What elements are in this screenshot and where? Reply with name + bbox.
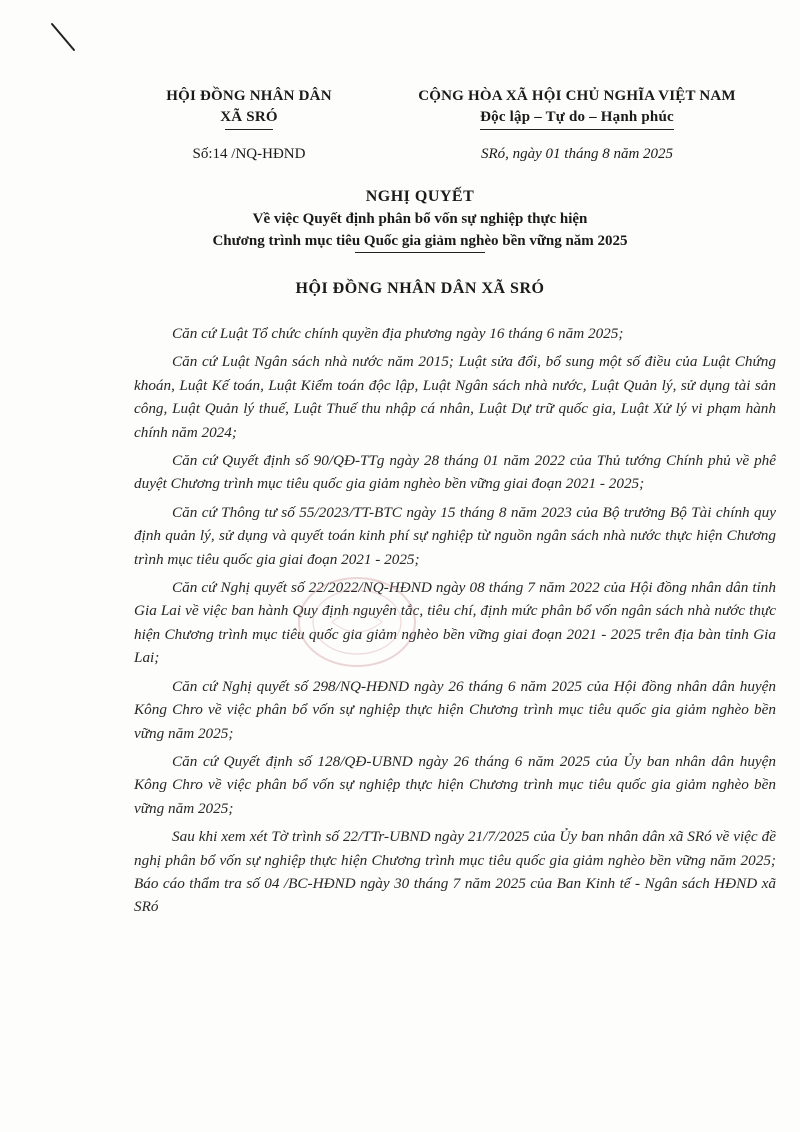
preamble-paragraph: Sau khi xem xét Tờ trình số 22/TTr-UBND ngày 21/7/2025 của Ủy ban nhân dân xã SRó về việc đề nghị phân bổ vốn sự nghiệp thực hiện Chương trình mục tiêu quốc gia giảm nghèo bền vững năm 2025; Báo cáo thẩm tra số 04 /BC-HĐND ngày 30 tháng 7 năm 2025 của Ban Kinh tế - Ngân sách HĐND xã SRó — [134, 828, 776, 916]
authority-line-2: XÃ SRÓ — [220, 109, 278, 125]
document-title — [100, 186, 740, 253]
preamble-paragraph: Căn cứ Thông tư số 55/2023/TT-BTC ngày 15 tháng 8 năm 2023 của Bộ trưởng Bộ Tài chính quy định quản lý, sử dụng và quyết toán kinh phí sự nghiệp từ nguồn ngân sách nhà nước thực hiện Chương trình mục tiêu quốc gia giai đoạn 2021 - 2025; — [134, 503, 776, 568]
preamble-paragraph: Căn cứ Luật Tổ chức chính quyền địa phương ngày 16 tháng 6 năm 2025; — [172, 325, 624, 342]
nation-name: CỘNG HÒA XÃ HỘI CHỦ NGHĨA VIỆT NAM — [418, 88, 736, 104]
pen-stroke-mark — [48, 20, 84, 56]
preamble-paragraph: Căn cứ Quyết định số 90/QĐ-TTg ngày 28 tháng 01 năm 2022 của Thủ tướng Chính phủ về phê duyệt Chương trình mục tiêu quốc gia giảm nghèo bền vững giai đoạn 2021 - 2025; — [134, 452, 776, 493]
preamble-paragraph: Căn cứ Nghị quyết số 298/NQ-HĐND ngày 26 tháng 6 năm 2025 của Hội đồng nhân dân huyện Kông Chro về việc phân bổ vốn sự nghiệp thực hiện Chương trình mục tiêu quốc gia giảm nghèo bền vững năm 2025; — [134, 677, 776, 742]
place-and-date: SRó, ngày 01 tháng 8 năm 2025 — [480, 146, 674, 162]
preamble-body — [134, 322, 776, 924]
preamble-paragraph: Căn cứ Quyết định số 128/QĐ-UBND ngày 26 tháng 6 năm 2025 của Ủy ban nhân dân huyện Kông Chro về việc phân bổ vốn sự nghiệp thực hiện Chương trình mục tiêu quốc gia giảm nghèo bền vững năm 2025; — [134, 752, 776, 817]
title-subject-line-1: Về việc Quyết định phân bổ vốn sự nghiệp thực hiện — [252, 211, 588, 227]
document-number: Số:14 /NQ-HĐND — [192, 146, 306, 162]
preamble-paragraph: Căn cứ Nghị quyết số 22/2022/NQ-HĐND ngày 08 tháng 7 năm 2022 của Hội đồng nhân dân tỉnh Gia Lai về việc ban hành Quy định nguyên tắc, tiêu chí, định mức phân bổ vốn ngân sách nhà nước thực hiện Chương trình mục tiêu quốc gia giảm nghèo bền vững giai đoạn 2021 - 2025 trên địa bàn tỉnh Gia Lai; — [134, 579, 776, 667]
title-main: NGHỊ QUYẾT — [365, 188, 475, 205]
authority-underline — [225, 129, 273, 130]
title-rule — [355, 252, 485, 253]
council-heading: HỘI ĐỒNG NHÂN DÂN XÃ SRÓ — [295, 280, 545, 297]
title-subject-line-2: Chương trình mục tiêu Quốc gia giảm nghèo bền vững năm 2025 — [212, 233, 628, 249]
national-title — [378, 86, 776, 130]
issuing-authority — [140, 86, 358, 130]
authority-line-1: HỘI ĐỒNG NHÂN DÂN — [166, 88, 332, 104]
national-motto: Độc lập – Tự do – Hạnh phúc — [480, 107, 674, 130]
preamble-paragraph: Căn cứ Luật Ngân sách nhà nước năm 2015; Luật sửa đổi, bổ sung một số điều của Luật Chứng khoán, Luật Kế toán, Luật Kiểm toán độc lập, Luật Ngân sách nhà nước, Luật Quản lý, sử dụng tài sản công, Luật Quản lý thuế, Luật Thuế thu nhập cá nhân, Luật Dự trữ quốc gia, Luật Xử lý vi phạm hành chính năm 2024; — [134, 353, 776, 441]
